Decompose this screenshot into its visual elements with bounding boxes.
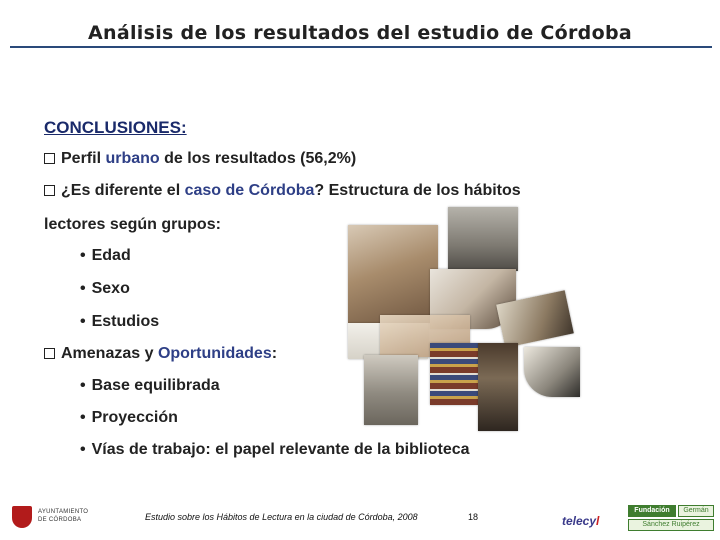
checkbox-bullet-icon [44, 348, 55, 359]
conclusions-heading: CONCLUSIONES: [44, 118, 187, 137]
checkbox-bullet-icon [44, 185, 55, 196]
item-caso-cordoba-cont: lectores según grupos: [44, 216, 221, 233]
item-amenazas: Amenazas y Oportunidades: [44, 345, 277, 363]
reading-photo-collage [340, 205, 580, 435]
crest-icon [12, 506, 32, 528]
photo-old-man [364, 355, 418, 425]
title-divider [10, 46, 712, 48]
item-caso-cordoba: ¿Es diferente el caso de Córdoba? Estructura de los hábitos [44, 182, 521, 200]
page-number: 18 [468, 512, 479, 522]
footer-study-caption: Estudio sobre los Hábitos de Lectura en la ciudad de Córdoba, 2008 [145, 512, 418, 522]
photo-bookstore [478, 343, 518, 431]
ayuntamiento-cordoba-logo: AYUNTAMIENTO DE CÓRDOBA [8, 500, 88, 532]
item-perfil: Perfil urbano de los resultados (56,2%) [44, 150, 356, 168]
line-item: • Vías de trabajo: el papel relevante de la biblioteca [80, 441, 470, 458]
group-item: • Sexo [80, 280, 130, 297]
fundacion-gsr-logo: Fundación Germán Sánchez Ruipérez [628, 505, 714, 531]
group-item: • Edad [80, 247, 131, 264]
group-item: • Estudios [80, 313, 160, 330]
line-item: • Base equilibrada [80, 377, 220, 394]
slide-title: Análisis de los resultados del estudio de Córdoba [88, 22, 632, 44]
telecyl-logo: telecyl [562, 514, 600, 528]
photo-street-reading [448, 207, 518, 271]
line-item: • Proyección [80, 409, 178, 426]
photo-couple-reading [348, 225, 438, 323]
checkbox-bullet-icon [44, 153, 55, 164]
photo-tablet [524, 347, 580, 397]
photo-bookshelf [430, 343, 478, 405]
